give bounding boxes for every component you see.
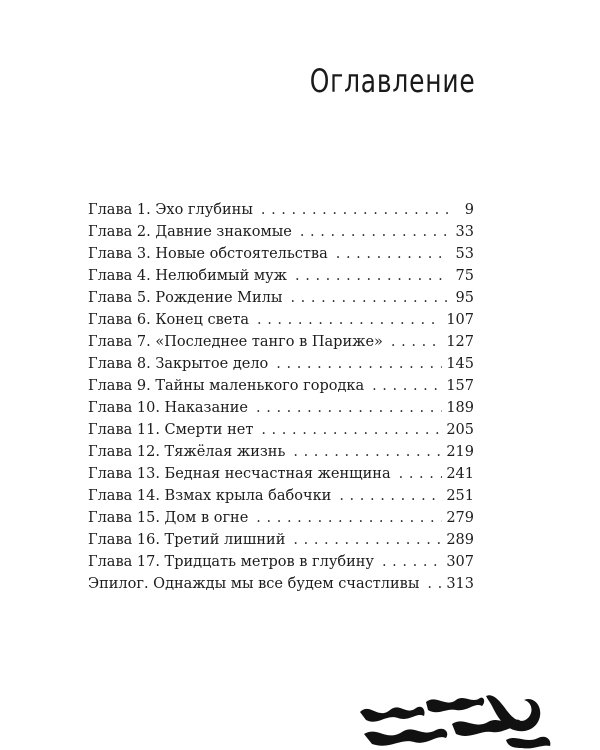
toc-entry-label: Глава 11. Смерти нет [88,422,254,438]
toc-entry-page: 205 [446,422,474,438]
toc-entry-label: Глава 8. Закрытое дело [88,356,269,372]
dot-leader [391,331,442,353]
toc-entry-page: 307 [446,554,474,570]
toc-entry-page: 95 [455,290,474,306]
toc-entry-label: Глава 9. Тайны маленького городка [88,378,365,394]
toc-entry-label: Глава 10. Наказание [88,400,249,416]
toc-entry-page: 33 [455,224,474,240]
dot-leader [290,287,448,309]
toc-entry[interactable] [88,551,474,573]
toc-entry-page: 107 [446,312,474,328]
wave-ornament-icon [356,690,556,750]
toc-entry-page: 53 [455,246,474,262]
toc-entry-label: Глава 17. Тридцать метров в глубину [88,554,374,570]
dot-leader [261,199,448,221]
toc-entry-label: Глава 2. Давние знакомые [88,224,292,240]
dot-leader [399,463,443,485]
toc-entry[interactable] [88,529,474,551]
toc-entry-page: 189 [446,400,474,416]
toc-entry-page: 127 [446,334,474,350]
toc-entry-label: Глава 4. Нелюбимый муж [88,268,288,284]
toc-entry[interactable] [88,463,474,485]
toc-entry-label: Глава 16. Третий лишний [88,532,286,548]
toc-entry[interactable] [88,573,474,595]
toc-entry[interactable] [88,221,474,243]
toc-entry[interactable] [88,243,474,265]
toc-entry-page: 219 [446,444,474,460]
toc-entry-label: Глава 5. Рождение Милы [88,290,283,306]
toc-entry-label: Глава 3. Новые обстоятельства [88,246,328,262]
toc-entry[interactable] [88,353,474,375]
toc-entry-page: 9 [464,202,474,218]
toc-entry[interactable] [88,441,474,463]
page-title: Оглавление [309,62,475,100]
toc-entry-page: 289 [446,532,474,548]
toc-entry-page: 241 [446,466,474,482]
dot-leader [295,265,448,287]
toc-entry[interactable] [88,287,474,309]
toc-entry-page: 145 [446,356,474,372]
toc-entry-label: Глава 12. Тяжёлая жизнь [88,444,286,460]
dot-leader [300,221,448,243]
toc-entry[interactable] [88,397,474,419]
dot-leader [339,485,442,507]
toc-entry-label: Эпилог. Однажды мы все будем счастливы [88,576,420,592]
toc-entry[interactable] [88,419,474,441]
toc-entry[interactable] [88,331,474,353]
dot-leader [261,419,442,441]
toc-entry-label: Глава 6. Конец света [88,312,249,328]
table-of-contents [88,199,474,595]
dot-leader [336,243,448,265]
toc-entry[interactable] [88,265,474,287]
toc-entry-label: Глава 1. Эхо глубины [88,202,253,218]
toc-entry-label: Глава 13. Бедная несчастная женщина [88,466,391,482]
dot-leader [293,441,442,463]
dot-leader [256,507,442,529]
dot-leader [276,353,442,375]
toc-entry-page: 157 [446,378,474,394]
dot-leader [256,397,442,419]
dot-leader [293,529,442,551]
toc-entry[interactable] [88,199,474,221]
toc-entry-label: Глава 14. Взмах крыла бабочки [88,488,332,504]
toc-entry-label: Глава 7. «Последнее танго в Париже» [88,334,383,350]
toc-entry-label: Глава 15. Дом в огне [88,510,249,526]
toc-entry[interactable] [88,485,474,507]
dot-leader [427,573,442,595]
toc-entry-page: 251 [446,488,474,504]
dot-leader [257,309,442,331]
toc-entry[interactable] [88,375,474,397]
toc-entry[interactable] [88,309,474,331]
toc-entry-page: 75 [455,268,474,284]
dot-leader [382,551,442,573]
dot-leader [372,375,442,397]
toc-entry-page: 313 [446,576,474,592]
toc-entry-page: 279 [446,510,474,526]
toc-entry[interactable] [88,507,474,529]
